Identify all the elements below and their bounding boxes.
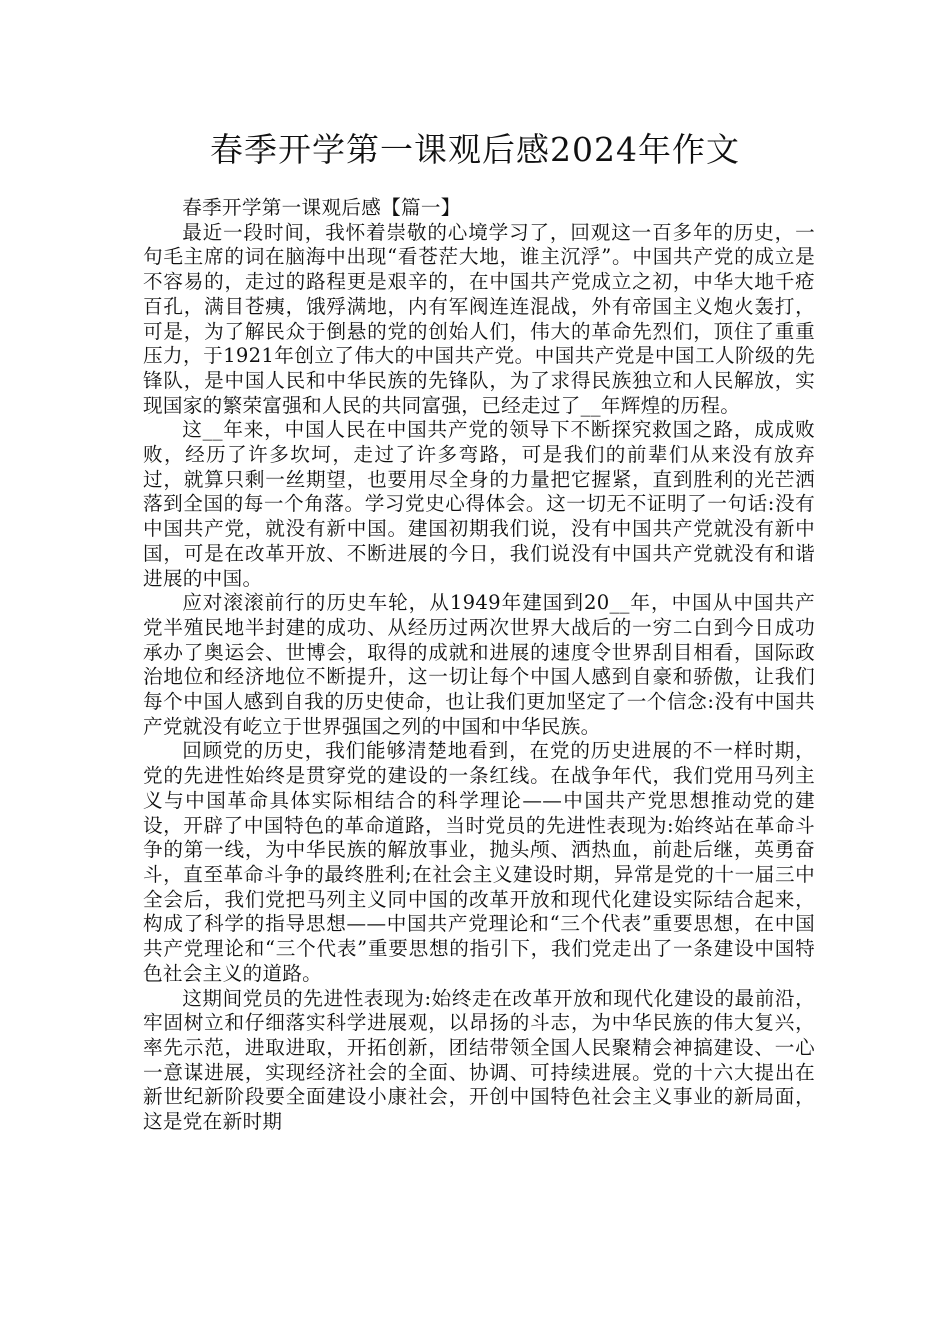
paragraph: 回顾党的历史，我们能够清楚地看到，在党的历史进展的不一样时期，党的先进性始终是贯穿党的建设的一条红线。在战争年代，我们党用马列主义与中国革命具体实际相结合的科学理论——中国共产党思想推动党的建设，开辟了中国特色的革命道路，当时党员的先进性表现为:始终站在革命斗争的第一线，为中华民族的解放事业，抛头颅、洒热血，前赴后继，英勇奋斗，直至革命斗争的最终胜利;在社会主义建设时期，异常是党的十一届三中全会后，我们党把马列主义同中国的改革开放和现代化建设实际结合起来，构成了科学的指导思想——中国共产党理论和“三个代表”重要思想，在中国共产党理论和“三个代表”重要思想的指引下，我们党走出了一条建设中国特色社会主义的道路。 xyxy=(143,739,815,985)
document-title: 春季开学第一课观后感2024年作文 xyxy=(210,130,740,169)
paragraph: 这__年来，中国人民在中国共产党的领导下不断探究救国之路，成成败败，经历了许多坎坷，走过了许多弯路，可是我们的前辈们从来没有放弃过，就算只剩一丝期望，也要用尽全身的力量把它握紧，直到胜利的光芒洒落到全国的每一个角落。学习党史心得体会。这一切无不证明了一句话:没有中国共产党，就没有新中国。建国初期我们说，没有中国共产党就没有新中国，可是在改革开放、不断进展的今日，我们说没有中国共产党就没有和谐进展的中国。 xyxy=(143,418,815,590)
paragraph: 这期间党员的先进性表现为:始终走在改革开放和现代化建设的最前沿，牢固树立和仔细落实科学进展观，以昂扬的斗志，为中华民族的伟大复兴，率先示范，进取进取，开拓创新，团结带领全国人民聚精会神搞建设、一心一意谋进展，实现经济社会的全面、协调、可持续进展。党的十六大提出在新世纪新阶段要全面建设小康社会，开创中国特色社会主义事业的新局面，这是党在新时期 xyxy=(143,986,815,1134)
paragraph: 最近一段时间，我怀着崇敬的心境学习了，回观这一百多年的历史，一句毛主席的词在脑海中出现“看苍茫大地，谁主沉浮”。中国共产党的成立是不容易的，走过的路程更是艰辛的，在中国共产党成立之初，中华大地千疮百孔，满目苍痍，饿殍满地，内有军阀连连混战，外有帝国主义炮火轰打，可是，为了解民众于倒悬的党的创始人们，伟大的革命先烈们，顶住了重重压力，于1921年创立了伟大的中国共产党。中国共产党是中国工人阶级的先锋队，是中国人民和中华民族的先锋队，为了求得民族独立和人民解放，实现国家的繁荣富强和人民的共同富强，已经走过了__年辉煌的历程。 xyxy=(143,220,815,417)
document-body xyxy=(143,196,815,1135)
paragraph: 应对滚滚前行的历史车轮，从1949年建国到20__年，中国从中国共产党半殖民地半封建的成功、从经历过两次世界大战后的一穷二白到今日成功承办了奥运会、世博会，取得的成就和进展的速度令世界刮目相看，国际政治地位和经济地位不断提升，这一切让每个中国人感到自豪和骄傲，让我们每个中国人感到自我的历史使命，也让我们更加坚定了一个信念:没有中国共产党就没有屹立于世界强国之列的中国和中华民族。 xyxy=(143,591,815,738)
section-heading: 春季开学第一课观后感【篇一】 xyxy=(182,196,461,219)
